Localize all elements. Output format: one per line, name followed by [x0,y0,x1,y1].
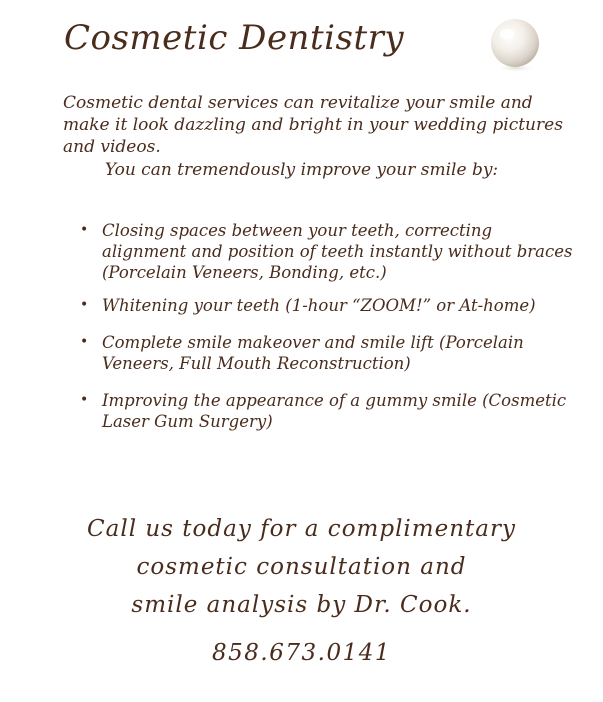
list-item-text: Whitening your teeth (1-hour “ZOOM!” or At-home) [102,296,536,315]
list-item-text: Complete smile makeover and smile lift (Porcelain Veneers, Full Mouth Reconstruction) [102,333,524,373]
list-item [80,332,580,374]
call-to-action [0,510,603,624]
lead-text: You can tremendously improve your smile by: [104,160,499,180]
cta-line: smile analysis by Dr. Cook. [131,592,472,618]
pearl-icon [486,16,544,74]
cta-line: Call us today for a complimentary [87,516,516,542]
phone-number: 858.673.0141 [212,640,391,666]
list-item-text: Improving the appearance of a gummy smile (Cosmetic Laser Gum Surgery) [102,391,567,431]
intro-paragraph: Cosmetic dental services can revitalize your smile and make it look dazzling and bright in your wedding pictures and videos. [63,93,563,157]
cta-line: cosmetic consultation and [136,554,467,580]
list-item [80,390,580,432]
benefits-list [80,220,580,432]
list-item-text: Closing spaces between your teeth, correcting alignment and position of teeth instantly without braces (Porcelain Veneers, Bonding, etc.) [102,221,573,282]
bullet-icon: • [80,334,89,350]
bullet-icon: • [80,392,89,408]
list-item [80,295,580,316]
page-title: Cosmetic Dentistry [64,18,405,58]
list-item [80,220,580,283]
bullet-icon: • [80,222,89,238]
bullet-icon: • [80,297,89,313]
